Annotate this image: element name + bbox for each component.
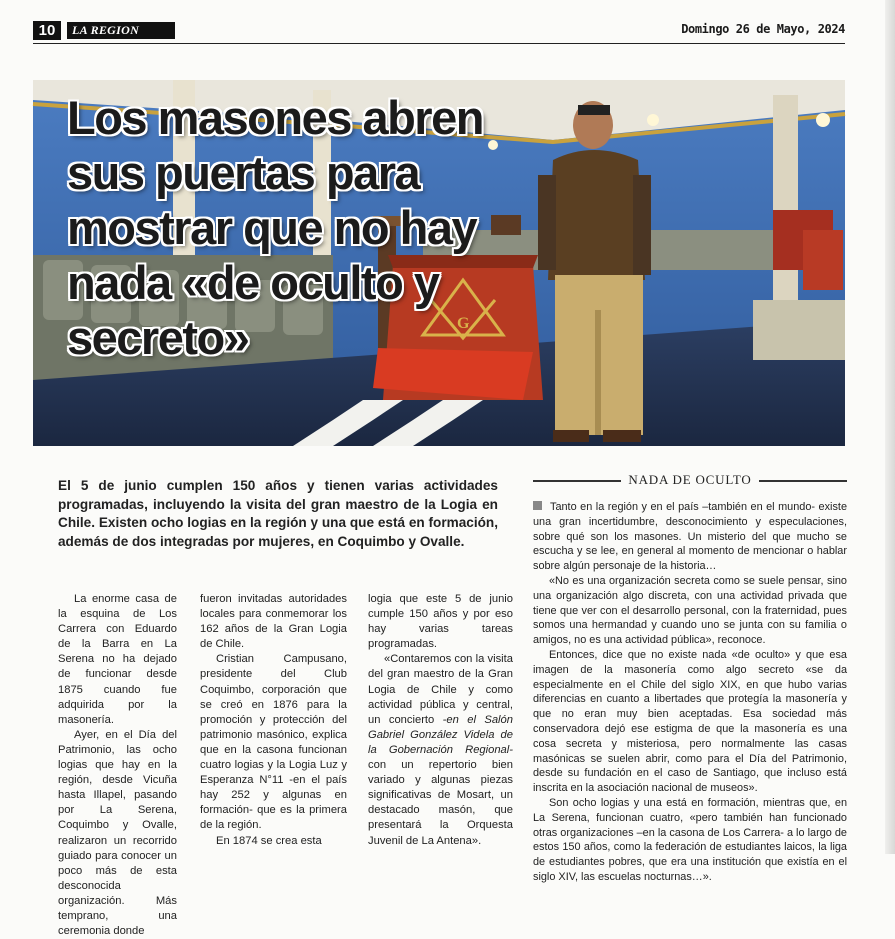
paragraph: fueron invitadas autoridades locales para conmemorar los 162 años de la Gran Logia de Chile.	[200, 593, 347, 651]
quote-start: «Contaremos con la visita del gran maestro de la Gran Logia de Chile y como actividad pública y central, un concierto	[368, 653, 513, 726]
paragraph: La enorme casa de la esquina de Los Carrera con Eduardo de la Barra en La Serena no ha dejado de funcionar desde 1875 cuando fue adquirida por la masonería.	[58, 593, 177, 726]
issue-date: Domingo 26 de Mayo, 2024	[681, 22, 845, 36]
sidebar-title: NADA DE OCULTO	[628, 472, 752, 487]
paragraph: logia que este 5 de junio cumple 150 años y por eso hay varias tareas programadas.	[368, 593, 513, 651]
svg-text:G: G	[457, 315, 470, 332]
sidebar-intro: Tanto en la región y en el país –también en el mundo- existe una gran incertidumbre, desconocimiento y especulaciones, sobre qué son los masones. Un misterio del que mucho se escucha y se lee, en general al momento de mencionar o hablar sobre algún personaje de la historia…	[533, 501, 847, 573]
paragraph: «No es una organización secreta como se suele pensar, sino una organización algo discreta, con una actividad privada que tiene que ver con el desarrollo personal, con la fraternidad, pues somos una hermandad y cuando uno se junta con su familia o amigos, no es una actividad pública», reconoce.	[533, 574, 847, 647]
heading-rule-left	[533, 480, 621, 482]
paragraph: Entonces, dice que no existe nada «de oculto» y que esa imagen de la masonería como algo secreto «se da especialmente en el Chile del siglo XIX, en que hubo varias diferencias en cuanto a libertades que protegía la masonería y que no eran muy bien aceptadas. Esa sociedad más conservadora dejó ese estigma de que la masonería es una cosa secreta y misteriosa, pero normalmente las casas masónicas se suelen abrir, como para el Día del Patrimonio, desde su fundación en el caso de Santiago, que incluso está inscrita en la asociación nacional de museos».	[533, 648, 847, 795]
quote-end: con un repertorio bien variado y algunas piezas significativas de Mosart, un destacado masón, que presentará la Orquesta Juvenil de La Antena».	[368, 759, 513, 847]
paragraph: Son ocho logias y una está en formación, mientras que, en La Serena, funcionan cuatro, «pero también han funcionado otras organizaciones –en la casona de Los Carrera- a lo largo de estos 150 años, como la federación de estudiantes laicos, la liga de estudiantes pobres, que era una institución que existía en el siglo XIV, las escuelas nocturnas…».	[533, 796, 847, 883]
article-column-2	[200, 592, 347, 849]
sidebar-column	[533, 500, 847, 885]
heading-rule-right	[759, 480, 847, 482]
square-bullet-icon	[533, 501, 542, 510]
paragraph: Ayer, en el Día del Patrimonio, las ocho logias que hay en la región, desde Vicuña hasta Illapel, pasando por La Serena, Coquimbo y Ovalle, realizaron un recorrido guiado para conocer un poco más de esta desconocida organización. Más temprano, una ceremonia donde	[58, 728, 177, 938]
page-edge-shadow	[885, 0, 895, 854]
headline: Los masones abren sus puertas para mostrar que no hay nada «de oculto y secreto»	[67, 91, 483, 364]
article-deck: El 5 de junio cumplen 150 años y tienen varias actividades programadas, incluyendo la visita del gran maestro de la Logia en Chile. Existen ocho logias en la región y una que está en formación, además de dos integradas por mujeres, en Coquimbo y Ovalle.	[58, 478, 498, 549]
article-column-3	[368, 592, 513, 849]
publication-logo: LA REGION	[67, 22, 175, 39]
sidebar-heading	[533, 472, 847, 488]
paragraph: En 1874 se crea esta	[216, 834, 322, 847]
hero-photo	[33, 80, 845, 446]
paragraph	[533, 500, 847, 574]
article-column-1	[58, 592, 177, 939]
paragraph: Cristian Campusano, presidente del Club Coquimbo, corporación que se creó en 1876 para la promoción y protección del patrimonio masónico, explica que en la casona funcionan cuatro logias y la Logia Luz y Esperanza N°11 -en el país hay 252 y algunas en formación- que es la primera de la región.	[200, 653, 347, 832]
paragraph	[368, 652, 513, 848]
page-number: 10	[33, 21, 61, 40]
quote-venue: -en el Salón Gabriel González Videla de la Gobernación Regional-	[368, 713, 513, 756]
masthead	[33, 19, 845, 44]
